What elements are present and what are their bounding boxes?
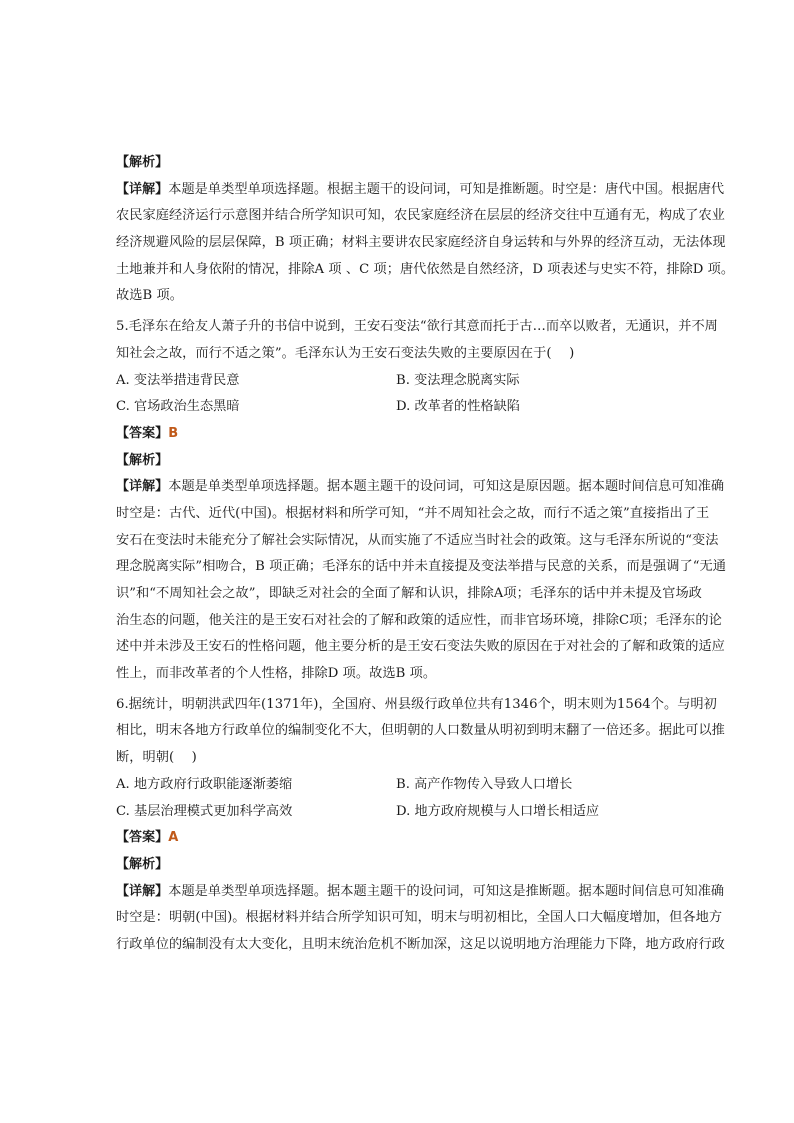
q5-answer <box>116 421 676 448</box>
q4-detail-line-2: 农民家庭经济运行示意图并结合所学知识可知，农民家庭经济在层层的经济交往中互通有无，构成了农业 <box>116 208 725 224</box>
q5-detail-line-5: 识”和“不周知社会之故”，即缺乏对社会的全面了解和认识，排除A项；毛泽东的话中并未提及官场政 <box>116 586 702 601</box>
q5-detail-label: 【详解】 <box>116 479 169 495</box>
q6-stem-line-3: 断，明朝( ) <box>116 750 197 766</box>
q4-detail-line-4: 土地兼并和人身依附的情况，排除A 项 、C 项；唐代依然是自然经济，D 项表述与史实不符，排除D 项。 <box>116 261 735 277</box>
q5-detail-line-4: 理念脱离实际”相吻合，B 项正确；毛泽东的话中并未直接提及变法举措与民意的关系，而是强调了“无通 <box>116 559 727 575</box>
q6-analysis-label: 【解析】 <box>116 856 169 872</box>
q5-option-b: B. 变法理念脱离实际 <box>396 372 520 388</box>
q4-detail-line-1 <box>116 177 725 204</box>
q6-detail-line-2: 时空是：明朝(中国)。根据材料并结合所学知识可知，明末与明初相比，全国人口大幅度增加，但各地方 <box>116 910 723 926</box>
q6-detail-text-1: 本题是单类型单项选择题。据本题主题干的设问词，可知这是推断题。据本题时间信息可知准确 <box>168 883 725 899</box>
q5-detail-line-1 <box>116 474 725 501</box>
q6-stem-line-1: 6.据统计，明朝洪武四年(1371年)，全国府、州县级行政单位共有1346个，明末则为1564个。与明初 <box>116 696 717 712</box>
q5-detail-line-6: 治生态的问题，他关注的是王安石对社会的了解和政策的适应性，而非官场环境，排除C项；毛泽东的论 <box>116 612 722 628</box>
document-page <box>116 150 735 959</box>
q5-stem-line-2: 知社会之故，而行不适之策”。毛泽东认为王安石变法失败的主要原因在于( ) <box>116 345 575 361</box>
q6-option-d: D. 地方政府规模与人口增长相适应 <box>396 803 600 819</box>
q5-option-c: C. 官场政治生态黑暗 <box>116 399 240 415</box>
q5-detail-line-8: 性上，而非改革者的个人性格，排除D 项。故选B 项。 <box>116 666 437 682</box>
q5-detail-text-1: 本题是单类型单项选择题。据本题主题干的设问词，可知这是原因题。据本题时间信息可知准确 <box>168 479 725 495</box>
q6-option-b: B. 高产作物传入导致人口增长 <box>396 776 573 792</box>
q5-answer-value: B <box>168 425 179 441</box>
q6-stem-line-2: 相比，明末各地方行政单位的编制变化不大，但明朝的人口数量从明初到明末翻了一倍还多。据此可以推 <box>116 723 725 739</box>
q6-options-row-2 <box>116 799 676 826</box>
q4-detail-line-3: 经济规避风险的层层保障，B 项正确；材料主要讲农民家庭经济自身运转和与外界的经济互动，无法体现 <box>116 235 726 251</box>
q4-detail-line-5: 故选B 项。 <box>116 288 183 304</box>
q6-options-row-1 <box>116 772 676 799</box>
q6-answer <box>116 825 676 852</box>
q5-option-d: D. 改革者的性格缺陷 <box>396 399 520 415</box>
q5-detail-line-2: 时空是：古代、近代(中国)。根据材料和所学可知，“并不周知社会之故，而行不适之策”直接指出了王 <box>116 505 710 521</box>
q5-detail-line-7: 述中并未涉及王安石的性格问题，他主要分析的是王安石变法失败的原因在于对社会的了解和政策的适应 <box>116 639 725 655</box>
q4-detail-text-1: 本题是单类型单项选择题。根据主题干的设问词，可知是推断题。时空是：唐代中国。根据唐代 <box>168 181 725 197</box>
q4-analysis-label: 【解析】 <box>116 155 169 170</box>
q5-answer-label: 【答案】 <box>116 425 169 441</box>
q6-detail-label: 【详解】 <box>116 883 169 899</box>
q6-detail-line-1 <box>116 879 725 906</box>
q5-options-row-2 <box>116 394 676 421</box>
q5-analysis-label: 【解析】 <box>116 452 169 468</box>
q6-answer-label: 【答案】 <box>116 830 169 846</box>
q5-options-row-1 <box>116 368 676 395</box>
q6-option-c: C. 基层治理模式更加科学高效 <box>116 803 293 819</box>
q4-detail-label: 【详解】 <box>116 181 169 197</box>
q5-stem-line-1: 5.毛泽东在给友人萧子升的书信中说到，王安石变法“欲行其意而托于古…而卒以败者，无通识，并不周 <box>116 319 718 335</box>
q6-detail-line-3: 行政单位的编制没有太大变化，且明末统治危机不断加深，这足以说明地方治理能力下降，地方政府行政 <box>116 936 725 952</box>
q5-option-a: A. 变法举措违背民意 <box>116 372 240 388</box>
q5-detail-line-3: 安石在变法时未能充分了解社会实际情况，从而实施了不适应当时社会的政策。这与毛泽东所说的“变法 <box>116 532 719 548</box>
q6-option-a: A. 地方政府行政职能逐渐萎缩 <box>116 776 293 792</box>
q6-answer-value: A <box>168 830 179 846</box>
